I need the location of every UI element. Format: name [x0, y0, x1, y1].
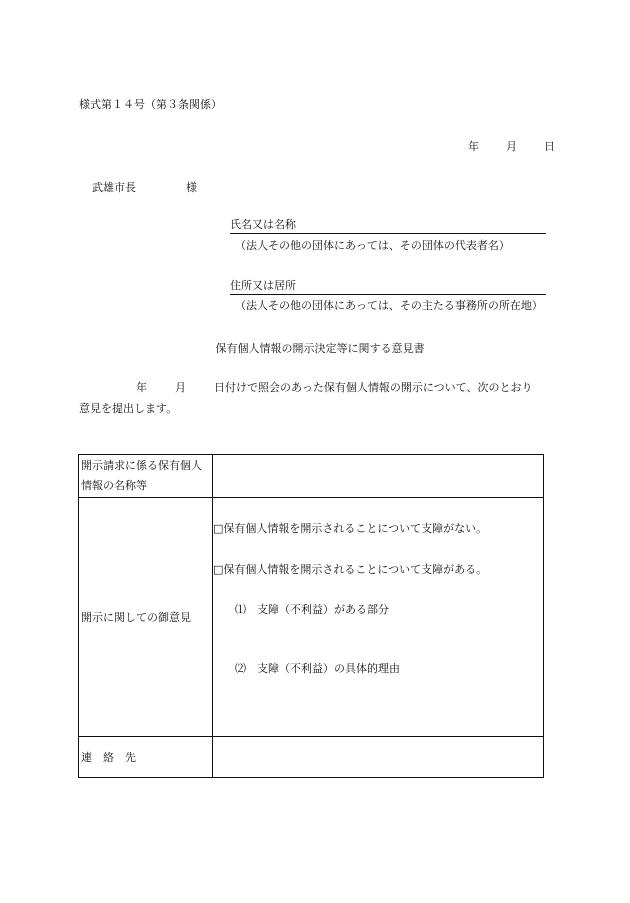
intro-month: 月 — [175, 381, 186, 394]
row3-label: 連 絡 先 — [79, 737, 213, 778]
sub-item-specific-reason: ⑵ 支障（不利益）の具体的理由 — [235, 662, 400, 675]
date-month: 月 — [506, 140, 517, 153]
addressee-honorific: 様 — [186, 181, 197, 194]
table-row — [79, 455, 544, 498]
address-field[interactable] — [230, 277, 546, 295]
name-label: 氏名又は名称 — [230, 218, 296, 231]
addressee-name: 武雄市長 — [92, 181, 136, 194]
sub-item-affected-part: ⑴ 支障（不利益）がある部分 — [235, 603, 389, 616]
row1-label: 開示請求に係る保有個人情報の名称等 — [79, 455, 213, 498]
row1-value-cell[interactable] — [213, 455, 544, 498]
address-note: （法人その他の団体にあっては、その主たる事務所の所在地） — [235, 299, 543, 312]
intro-year: 年 — [136, 381, 147, 394]
date-year: 年 — [468, 140, 479, 153]
date-day: 日 — [544, 140, 555, 153]
form-number: 様式第１４号（第３条関係） — [79, 98, 222, 111]
intro-text-line2: 意見を提出します。 — [79, 402, 178, 415]
document-title: 保有個人情報の開示決定等に関する意見書 — [215, 342, 425, 355]
addressee — [92, 179, 197, 195]
address-label: 住所又は居所 — [230, 279, 296, 292]
row2-label: 開示に関しての御意見 — [79, 498, 213, 737]
table-row — [79, 737, 544, 778]
name-note: （法人その他の団体にあっては、その団体の代表者名） — [235, 239, 510, 252]
row3-value-cell[interactable] — [213, 737, 544, 778]
intro-paragraph — [79, 377, 549, 419]
date-line — [468, 138, 555, 154]
name-field[interactable] — [230, 216, 546, 234]
intro-text-line1: 日付けで照会のあった保有個人情報の開示について、次のとおり — [214, 381, 533, 394]
option-issue-checkbox[interactable]: □保有個人情報を開示されることについて支障がある。 — [213, 563, 488, 576]
option-no-issue-checkbox[interactable]: □保有個人情報を開示されることについて支障がない。 — [213, 522, 488, 535]
